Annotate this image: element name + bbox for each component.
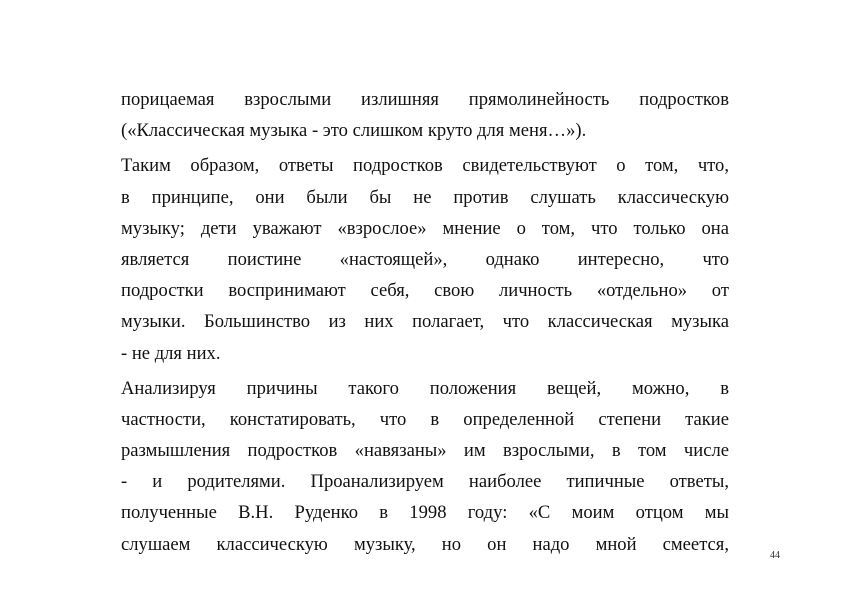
- text-line: частности, констатировать, что в определенной степени такие: [121, 408, 729, 430]
- text-line: - не для них.: [121, 342, 221, 364]
- paragraph-1: [121, 84, 729, 146]
- text-line: подростки воспринимают себя, свою личность «отдельно» от: [121, 280, 729, 302]
- paragraph-3: [121, 373, 729, 560]
- text-line: слушаем классическую музыку, но он надо мной смеется,: [121, 533, 729, 555]
- text-line: - и родителями. Проанализируем наиболее типичные ответы,: [121, 471, 729, 493]
- text-line: («Классическая музыка - это слишком круто для меня…»).: [121, 120, 587, 142]
- page-number: 44: [770, 550, 780, 561]
- text-line: Анализируя причины такого положения вещей, можно, в: [121, 377, 729, 399]
- text-line: музыки. Большинство из них полагает, что классическая музыка: [121, 311, 729, 333]
- text-line: порицаемая взрослыми излишняя прямолинейность подростков: [121, 89, 729, 110]
- paragraph-2: [121, 150, 729, 368]
- text-line: размышления подростков «навязаны» им взрослыми, в том числе: [121, 440, 729, 462]
- text-line: полученные В.Н. Руденко в 1998 году: «С моим отцом мы: [121, 502, 729, 524]
- text-line: в принципе, они были бы не против слушать классическую: [121, 186, 729, 208]
- text-line: является поистине «настоящей», однако интересно, что: [121, 248, 729, 270]
- body-text: [121, 84, 729, 564]
- text-line: музыку; дети уважают «взрослое» мнение о том, что только она: [121, 217, 729, 239]
- text-line: Таким образом, ответы подростков свидетельствуют о том, что,: [121, 155, 729, 177]
